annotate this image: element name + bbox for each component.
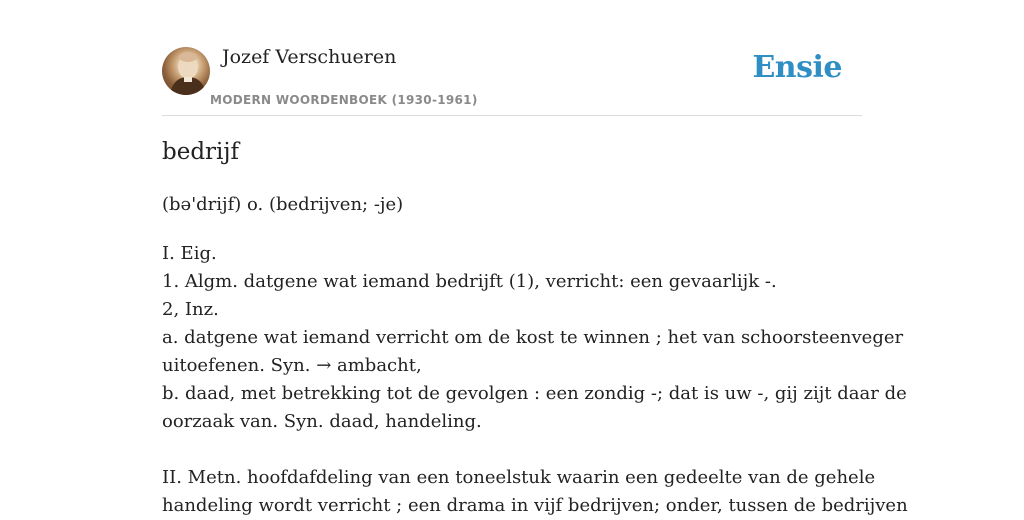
portrait-icon xyxy=(162,47,210,95)
definition-line: II. Metn. hoofdafdeling van een toneelstuk waarin een gedeelte van de gehele xyxy=(162,467,876,488)
site-logo[interactable]: Ensie xyxy=(752,50,842,85)
definition-line: oorzaak van. Syn. daad, handeling. xyxy=(162,411,482,432)
entry-definition xyxy=(162,240,908,520)
entry-word: bedrijf xyxy=(162,139,240,165)
definition-line: 1. Algm. datgene wat iemand bedrijft (1), verricht: een gevaarlijk -. xyxy=(162,271,777,292)
author-name[interactable]: Jozef Verschueren xyxy=(222,46,397,68)
source-title[interactable]: MODERN WOORDENBOEK (1930-1961) xyxy=(210,93,478,107)
definition-line: handeling wordt verricht ; een drama in vijf bedrijven; onder, tussen de bedrijven xyxy=(162,495,908,516)
header xyxy=(162,0,862,116)
definition-line: a. datgene wat iemand verricht om de kost te winnen ; het van schoorsteenveger xyxy=(162,327,904,348)
definition-line: uitoefenen. Syn. → ambacht, xyxy=(162,355,422,376)
definition-line: 2, Inz. xyxy=(162,299,219,320)
author-avatar[interactable] xyxy=(162,47,210,95)
definition-line: b. daad, met betrekking tot de gevolgen : een zondig -; dat is uw -, gij zijt daar de xyxy=(162,383,907,404)
definition-line: I. Eig. xyxy=(162,243,217,264)
paragraph-gap xyxy=(162,436,862,464)
entry-pronunciation: (bə'drijf) o. (bedrijven; -je) xyxy=(162,194,404,215)
page xyxy=(162,0,908,516)
